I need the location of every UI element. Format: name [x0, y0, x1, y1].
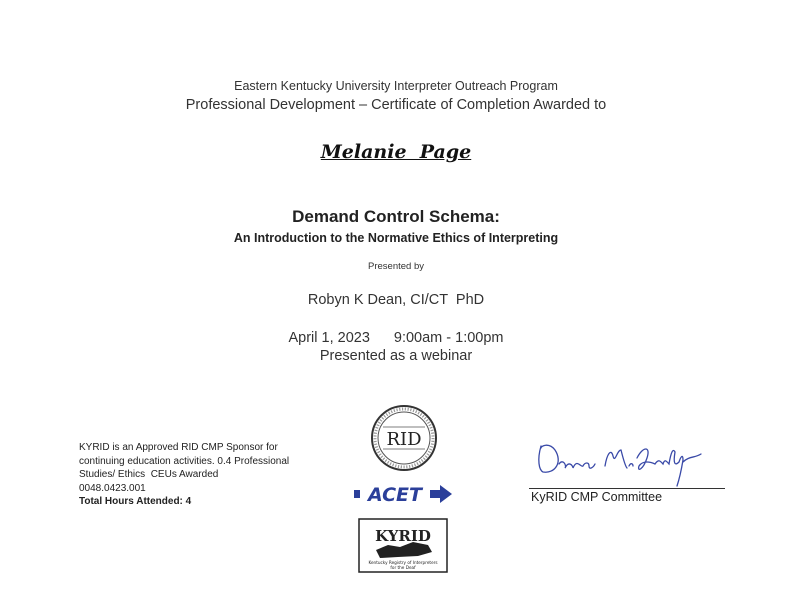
session-time: 9:00am - 1:00pm [393, 330, 504, 346]
sponsor-line-2: continuing education activities. 0.4 Professional [79, 455, 290, 467]
acet-logo [352, 481, 454, 507]
rid-logo-text: RID [386, 429, 422, 450]
kyrid-caption-2: for the Deaf [390, 565, 416, 570]
acet-logo-text: ACET [367, 484, 423, 506]
committee-signature [533, 436, 713, 492]
kyrid-logo-text: KYRID [375, 527, 431, 545]
session-date: April 1, 2023 [288, 330, 370, 346]
course-subtitle: An Introduction to the Normative Ethics of Interpreting [233, 231, 559, 245]
recipient-name: Melanie Page [320, 141, 472, 163]
certificate-awarded-line: Professional Development – Certificate of Completion Awarded to [185, 97, 607, 113]
committee-label: KyRID CMP Committee [531, 490, 663, 504]
presented-by-label: Presented by [368, 261, 424, 272]
sponsor-line-1: KYRID is an Approved RID CMP Sponsor for [79, 442, 278, 453]
sponsor-statement [79, 441, 309, 509]
session-date-time [0, 330, 792, 346]
rid-seal-logo [370, 404, 438, 472]
total-hours: Total Hours Attended: 4 [79, 496, 192, 507]
sponsor-line-3: Studies/ Ethics CEUs Awarded [79, 469, 219, 480]
sponsor-activity-number: 0048.0423.001 [79, 482, 146, 494]
signature-line [529, 488, 725, 489]
kyrid-caption-1: Kentucky Registry of Interpreters [368, 560, 438, 565]
kyrid-logo [358, 518, 448, 573]
presenter-name: Robyn K Dean, CI/CT PhD [307, 292, 485, 308]
program-name: Eastern Kentucky University Interpreter Outreach Program [234, 79, 558, 93]
session-format: Presented as a webinar [319, 348, 473, 364]
course-title: Demand Control Schema: [292, 207, 500, 226]
